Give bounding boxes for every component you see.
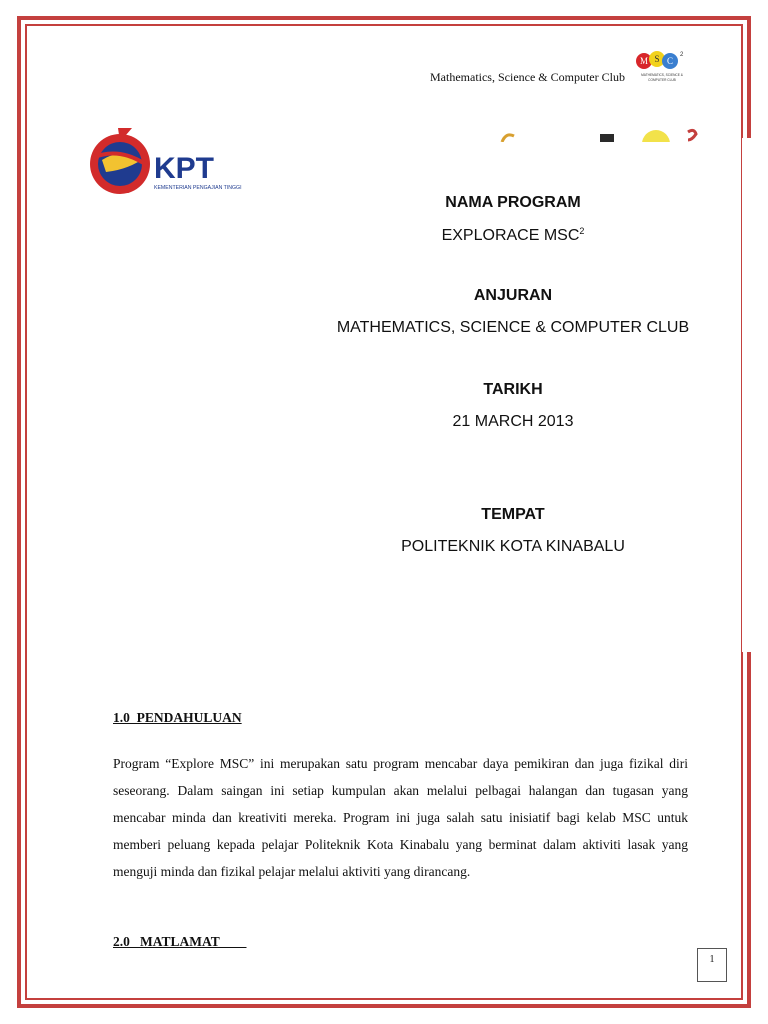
msc-logo-letter-m: M [639, 56, 649, 66]
nama-program-text: EXPLORACE MSC [441, 227, 580, 244]
nama-program-label: NAMA PROGRAM [445, 194, 581, 211]
nama-program-block [300, 194, 726, 245]
msc-logo [634, 50, 690, 84]
tempat-value: POLITEKNIK KOTA KINABALU [401, 538, 625, 555]
kpt-logo-text: KPT [154, 152, 214, 185]
page-number: 1 [697, 948, 727, 982]
kpt-logo-caption: KEMENTERIAN PENGAJIAN TINGGI [154, 185, 242, 191]
msc-logo-letter-s: S [654, 54, 660, 64]
msc-logo-superscript: 2 [680, 52, 684, 58]
msc-logo-caption-1: MATHEMATICS, SCIENCE & [641, 73, 683, 77]
msc-logo-caption-2: COMPUTER CLUB [648, 78, 676, 82]
msc-logo-letter-c: C [666, 56, 674, 66]
pendahuluan-paragraph: Program “Explore MSC” ini merupakan satu program mencabar daya pemikiran dan juga fizikal diri seseorang. Dalam saingan ini setiap kumpulan akan melalui pelbagai halangan dan tugasan yang mencabar minda dan kreativiti mereka. Program ini juga salah satu inisiatif bagi kelab MSC untuk memberi peluang kepada pelajar Politeknik Kota Kinabalu yang berminat dalam aktiviti lasak yang menguji minda dan fizikal pelajar melalui aktiviti yang dirancang. [113, 756, 688, 879]
section-heading-pendahuluan: 1.0 PENDAHULUAN [113, 710, 242, 725]
tempat-block [300, 506, 726, 556]
tarikh-block [300, 381, 726, 431]
tempat-label: TEMPAT [481, 506, 545, 523]
header-club-text: Mathematics, Science & Computer Club [430, 70, 625, 84]
tarikh-label: TARIKH [483, 381, 543, 398]
anjuran-block [300, 287, 726, 337]
tarikh-value: 21 MARCH 2013 [452, 413, 574, 430]
nama-program-superscript: 2 [579, 226, 585, 236]
section-heading-matlamat: 2.0 MATLAMAT [113, 934, 247, 949]
kpt-logo [84, 124, 252, 200]
decorative-shapes [494, 128, 700, 142]
nama-program-value [300, 226, 726, 245]
anjuran-value: MATHEMATICS, SCIENCE & COMPUTER CLUB [336, 319, 690, 336]
border-gap [742, 138, 768, 652]
anjuran-label: ANJURAN [473, 287, 553, 304]
